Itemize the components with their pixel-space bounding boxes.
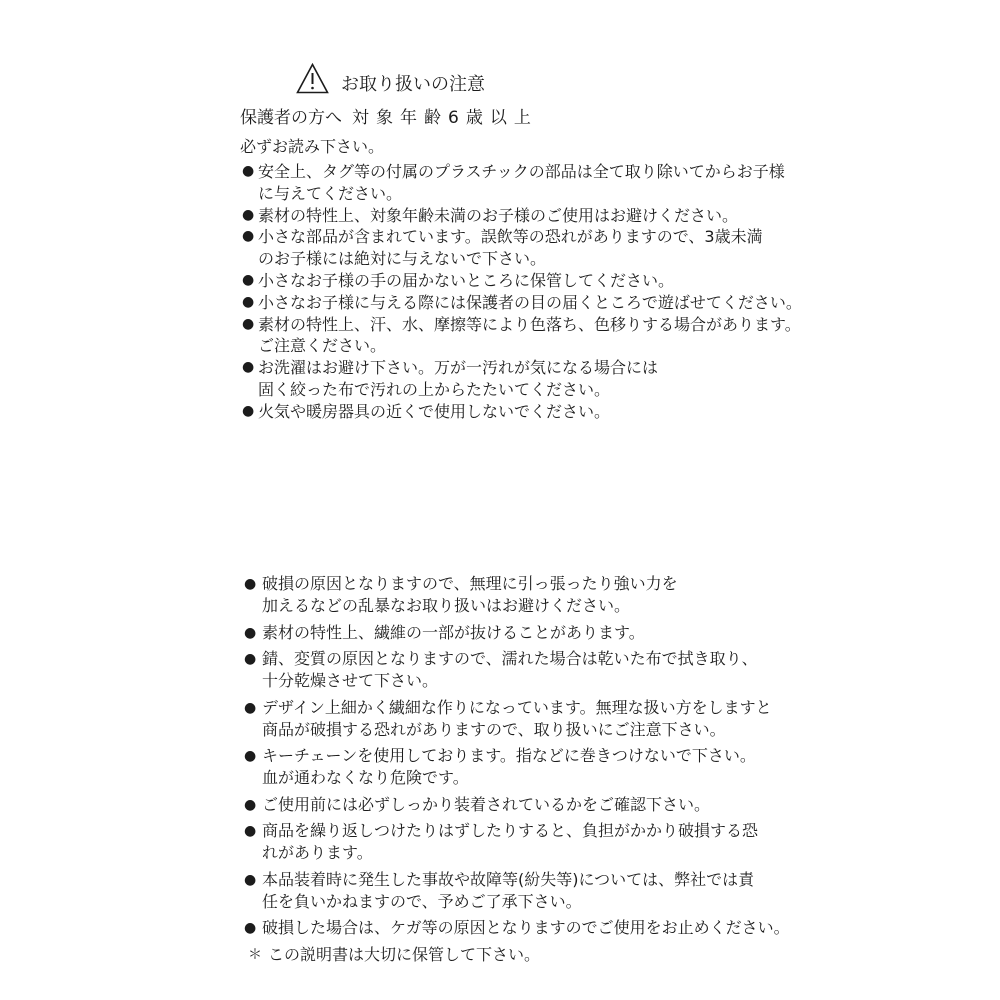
- caution-item: [244, 794, 790, 816]
- caution-item: [244, 697, 790, 741]
- caution-line: 本品装着時に発生した事故や故障等(紛失等)については、弊社では責: [262, 869, 755, 889]
- caution-line: のお子様には絶対に与えないで下さい。: [258, 249, 547, 269]
- caution-line: 破損の原因となりますので、無理に引っ張ったり強い力を: [262, 574, 678, 593]
- caution-item: [244, 869, 790, 913]
- caution-line: ご注意ください。: [258, 336, 387, 356]
- document-title: お取り扱いの注意: [341, 74, 485, 95]
- caution-line: 加えるなどの乱暴なお取り扱いはお避けください。: [262, 596, 631, 615]
- bullet-icon: ●: [242, 206, 255, 223]
- bullet-icon: ●: [244, 748, 257, 764]
- bullet-icon: ●: [242, 315, 255, 332]
- caution-item: [242, 205, 802, 227]
- caution-line: 破損した場合は、ケガ等の原因となりますのでご使用をお止めください。: [262, 918, 790, 937]
- caution-item: [242, 226, 802, 270]
- caution-line: 十分乾燥させて下さい。: [262, 671, 439, 690]
- caution-line: 任を負いかねますので、予めご了承下さい。: [262, 891, 582, 911]
- caution-line: 素材の特性上、対象年齢未満のお子様のご使用はお避けください。: [258, 205, 739, 225]
- caution-list-secondary: [244, 573, 790, 966]
- caution-line: 火気や暖房器具の近くで使用しないでください。: [258, 401, 611, 421]
- bullet-icon: ●: [244, 699, 257, 716]
- age-label: 対象年齢6歳以上: [352, 108, 538, 128]
- caution-line: 商品を繰り返しつけたりはずしたりすると、負担がかかり破損する恐: [262, 821, 759, 840]
- bullet-icon: ●: [244, 920, 257, 936]
- bullet-icon: ●: [242, 163, 255, 179]
- caution-item: [242, 292, 802, 314]
- caution-item: [244, 622, 790, 644]
- caution-line: 血が通わなくなり危険です。: [262, 768, 469, 787]
- caution-item: [242, 357, 802, 401]
- guardian-label: 保護者の方へ: [240, 108, 342, 128]
- bullet-icon: ●: [244, 796, 257, 813]
- bullet-icon: ●: [242, 359, 255, 376]
- caution-line: ご使用前には必ずしっかり装着されているかをご確認下さい。: [262, 794, 711, 814]
- caution-line: 錆、変質の原因となりますので、濡れた場合は乾いた布で拭き取り、: [262, 649, 758, 668]
- caution-line: お洗濯はお避け下さい。万が一汚れが気になる場合には: [258, 358, 659, 378]
- footnote: [244, 944, 790, 966]
- bullet-icon: ●: [244, 871, 257, 888]
- caution-line: 素材の特性上、汗、水、摩擦等により色落ち、色移りする場合があります。: [258, 314, 801, 334]
- caution-item: [244, 820, 790, 864]
- caution-item: [242, 401, 802, 423]
- warning-triangle-icon: [296, 63, 329, 94]
- caution-line: キーチェーンを使用しております。指などに巻きつけないで下さい。: [262, 746, 756, 765]
- caution-line: 小さなお子様に与える際には保護者の目の届くところで遊ばせてください。: [258, 292, 802, 312]
- asterisk-icon: ＊: [248, 946, 262, 963]
- bullet-icon: ●: [242, 271, 255, 288]
- caution-item: [244, 917, 790, 939]
- caution-list-primary: [242, 161, 802, 423]
- caution-line: デザイン上細かく繊細な作りになっています。無理な扱い方をしますと: [262, 697, 772, 717]
- caution-line: 小さな部品が含まれています。誤飲等の恐れがありますので、3歳未満: [258, 227, 763, 247]
- bullet-icon: ●: [244, 651, 257, 667]
- caution-item: [244, 648, 790, 692]
- intro-text: 必ずお読み下さい。: [240, 137, 385, 156]
- caution-item: [242, 161, 802, 205]
- caution-item: [244, 573, 790, 617]
- bullet-icon: ●: [244, 576, 257, 592]
- bullet-icon: ●: [242, 293, 255, 310]
- bullet-icon: ●: [242, 228, 255, 245]
- bullet-icon: ●: [244, 624, 257, 641]
- caution-line: に与えてください。: [258, 183, 403, 203]
- caution-line: 商品が破損する恐れがありますので、取り扱いにご注意下さい。: [262, 719, 726, 739]
- caution-item: [242, 270, 802, 292]
- bullet-icon: ●: [242, 402, 255, 419]
- caution-line: 小さなお子様の手の届かないところに保管してください。: [258, 270, 675, 290]
- caution-line: 固く絞った布で汚れの上からたたいてください。: [258, 379, 611, 399]
- caution-item: [242, 314, 802, 358]
- caution-line: 安全上、タグ等の付属のプラスチックの部品は全て取り除いてからお子様: [258, 162, 785, 181]
- caution-line: 素材の特性上、繊維の一部が抜けることがあります。: [262, 622, 645, 642]
- bullet-icon: ●: [244, 823, 257, 839]
- caution-item: [244, 745, 790, 789]
- caution-line: れがあります。: [262, 843, 373, 862]
- footnote-text: この説明書は大切に保管して下さい。: [268, 944, 541, 964]
